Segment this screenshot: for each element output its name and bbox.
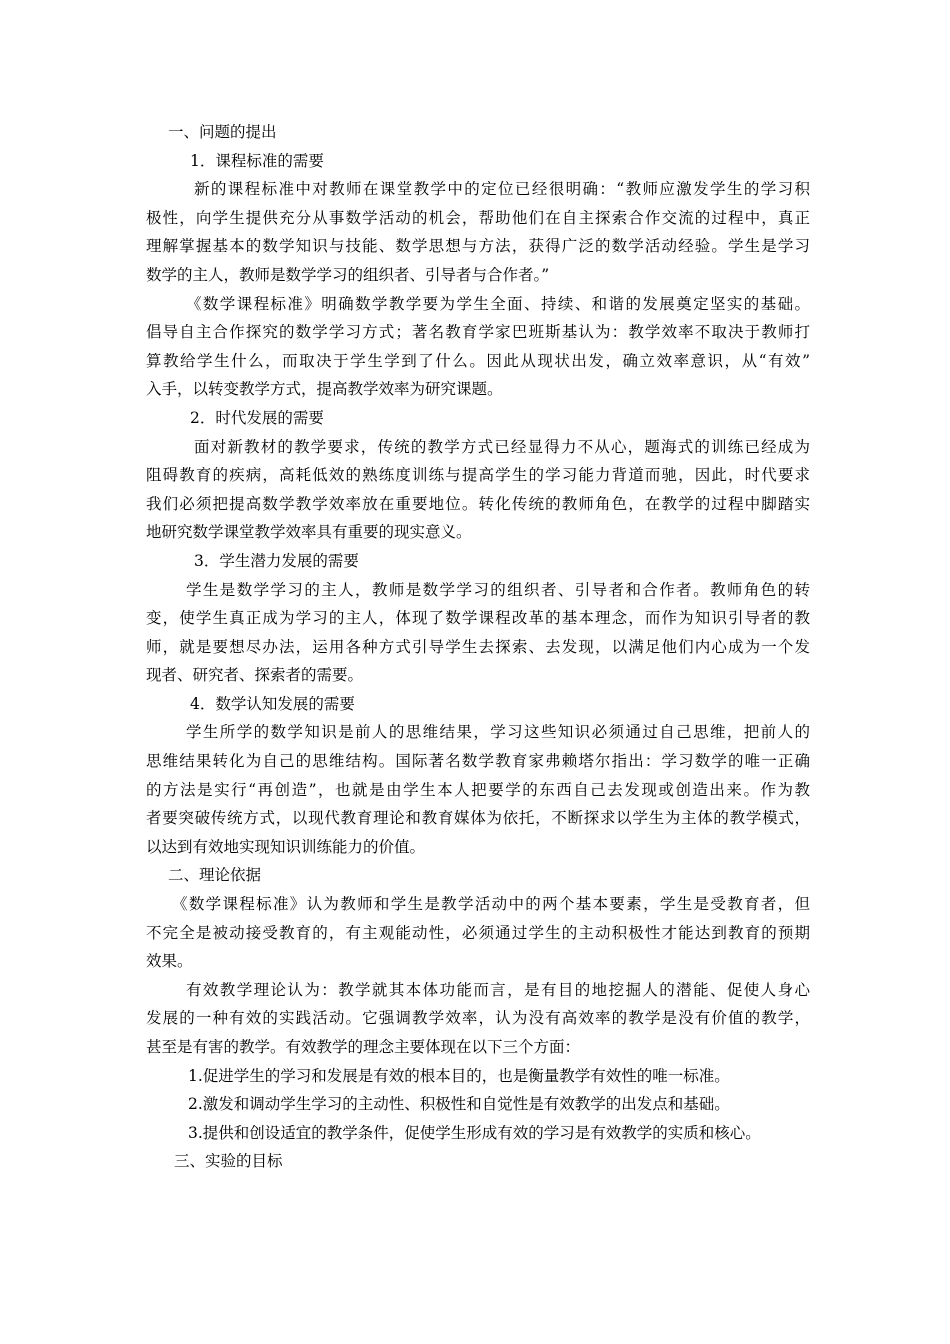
section-heading-2: 二、理论依据 [168,866,262,885]
paragraph-line: 以达到有效地实现知识训练能力的价值。 [146,837,426,856]
subheading-3: 3．学生潜力发展的需要 [194,551,359,570]
subheading-1: 1．课程标准的需要 [190,151,324,170]
paragraph-line: 学生所学的数学知识是前人的思维结果，学习这些知识必须通过自己思维，把前人的 [186,723,810,742]
paragraph-line: 发展的一种有效的实践活动。它强调教学效率，认为没有高效率的教学是没有价值的教学， [146,1009,810,1028]
paragraph-line: 阻碍教育的疾病，高耗低效的熟练度训练与提高学生的学习能力背道而驰，因此，时代要求 [146,466,810,485]
paragraph-line: 思维结果转化为自己的思维结构。国际著名数学教育家弗赖塔尔指出：学习数学的唯一正确 [146,752,810,771]
list-item: 1.促进学生的学习和发展是有效的根本目的，也是衡量教学有效性的唯一标准。 [188,1066,730,1085]
document-body [146,118,810,1176]
paragraph-line: 现者、研究者、探索者的需要。 [146,666,364,685]
paragraph-line: 不完全是被动接受教育的，有主观能动性，必须通过学生的主动积极性才能达到教育的预期 [146,923,810,942]
paragraph-line: 变，使学生真正成为学习的主人，体现了数学课程改革的基本理念，而作为知识引导者的教 [146,609,810,628]
paragraph-line: 数学的主人，教师是数学学习的组织者、引导者与合作者。” [146,265,550,284]
paragraph-line: 倡导自主合作探究的数学学习方式；著名教育学家巴班斯基认为：教学效率不取决于教师打 [146,323,810,342]
subheading-2: 2．时代发展的需要 [190,408,324,427]
paragraph-line: 甚至是有害的教学。有效教学的理念主要体现在以下三个方面： [146,1038,581,1056]
paragraph-line: 极性，向学生提供充分从事数学活动的机会，帮助他们在自主探索合作交流的过程中，真正 [146,208,810,227]
list-item: 3.提供和创设适宜的教学条件，促使学生形成有效的学习是有效教学的实质和核心。 [188,1123,761,1142]
paragraph-line: 《数学课程标准》明确数学教学要为学生全面、持续、和谐的发展奠定坚实的基础。 [186,294,810,313]
paragraph-line: 算教给学生什么，而取决于学生学到了什么。因此从现状出发，确立效率意识，从“有效” [146,351,810,370]
paragraph-line: 有效教学理论认为：教学就其本体功能而言，是有目的地挖掘人的潜能、促使人身心 [186,980,810,999]
paragraph-line: 新的课程标准中对教师在课堂教学中的定位已经很明确：“教师应激发学生的学习积 [194,180,810,199]
paragraph-line: 地研究数学课堂教学效率具有重要的现实意义。 [146,523,472,542]
paragraph-line: 《数学课程标准》认为教师和学生是教学活动中的两个基本要素，学生是受教育者，但 [172,895,810,914]
section-heading-3: 三、实验的目标 [174,1152,283,1171]
list-item: 2.激发和调动学生学习的主动性、积极性和自觉性是有效教学的出发点和基础。 [188,1095,730,1114]
paragraph-line: 师，就是要想尽办法，运用各种方式引导学生去探索、去发现，以满足他们内心成为一个发 [146,637,810,656]
paragraph-line: 效果。 [146,952,193,971]
paragraph-line: 学生是数学学习的主人，教师是数学学习的组织者、引导者和合作者。教师角色的转 [186,580,810,599]
section-heading-1: 一、问题的提出 [168,123,277,141]
paragraph-line: 入手，以转变教学方式，提高教学效率为研究课题。 [146,380,503,399]
paragraph-line: 我们必须把提高数学教学效率放在重要地位。转化传统的教师角色，在教学的过程中脚踏实 [146,494,810,513]
paragraph-line: 的方法是实行“再创造”，也就是由学生本人把要学的东西自己去发现或创造出来。作为教 [146,780,810,799]
subheading-4: 4．数学认知发展的需要 [190,694,355,713]
paragraph-line: 者要突破传统方式，以现代教育理论和教育媒体为依托，不断探求以学生为主体的教学模式， [146,809,810,828]
paragraph-line: 面对新教材的教学要求，传统的教学方式已经显得力不从心，题海式的训练已经成为 [194,437,810,456]
paragraph-line: 理解掌握基本的数学知识与技能、数学思想与方法，获得广泛的数学活动经验。学生是学习 [146,237,810,256]
